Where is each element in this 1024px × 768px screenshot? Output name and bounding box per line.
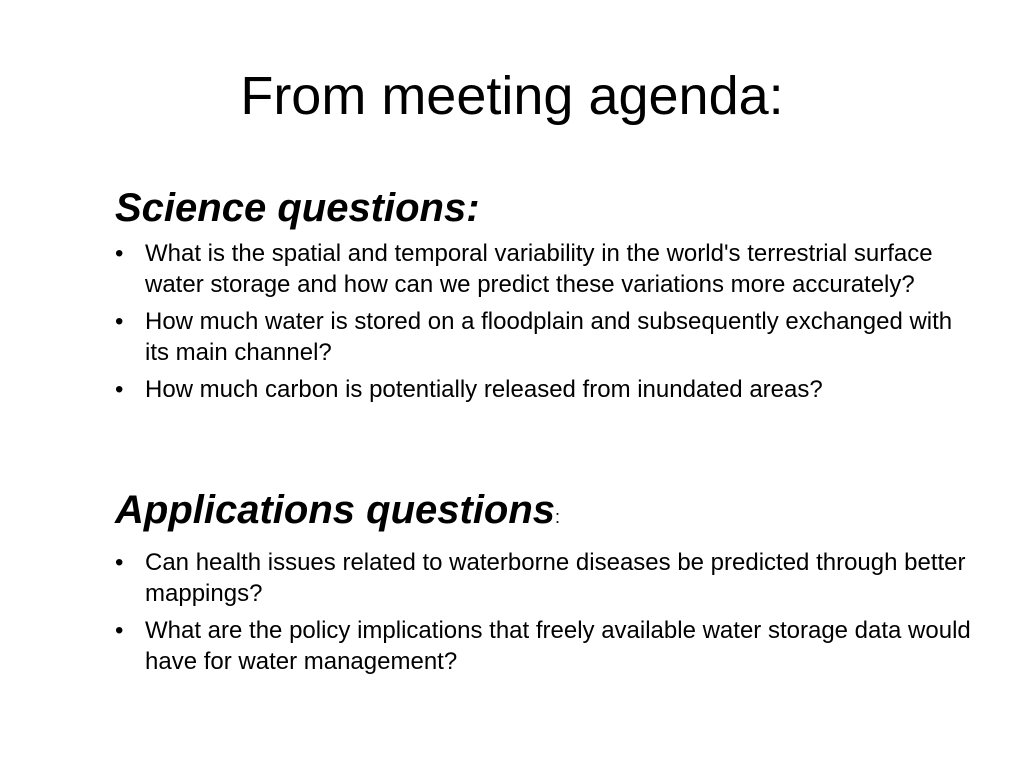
bullet-icon: •	[115, 617, 124, 644]
list-item-text: How much water is stored on a floodplain and subsequently exchanged with its main channel?	[145, 308, 953, 366]
applications-heading-colon: :	[555, 507, 561, 527]
bullet-icon: •	[115, 240, 124, 267]
list-item-text: Can health issues related to waterborne diseases be predicted through better mappings?	[145, 549, 966, 607]
bullet-icon: •	[115, 376, 124, 403]
list-item	[115, 306, 975, 368]
list-item	[115, 547, 975, 609]
slide-title: From meeting agenda:	[240, 66, 784, 126]
science-questions-list	[115, 238, 975, 405]
science-questions-heading: Science questions:	[115, 186, 480, 230]
list-item	[115, 374, 975, 405]
applications-questions-list	[115, 547, 975, 677]
list-item	[115, 238, 975, 300]
list-item	[115, 615, 975, 677]
applications-questions-heading	[115, 484, 975, 543]
bullet-icon: •	[115, 549, 124, 576]
list-item-text: How much carbon is potentially released from inundated areas?	[145, 376, 823, 403]
applications-questions-section	[115, 484, 975, 683]
bullet-icon: •	[115, 308, 124, 335]
applications-heading-text: Applications questions	[115, 488, 556, 532]
list-item-text: What are the policy implications that freely available water storage data would have for water management?	[145, 617, 971, 675]
list-item-text: What is the spatial and temporal variability in the world's terrestrial surface water storage and how can we predict these variations more accurately?	[145, 240, 933, 298]
science-questions-section	[115, 182, 975, 411]
